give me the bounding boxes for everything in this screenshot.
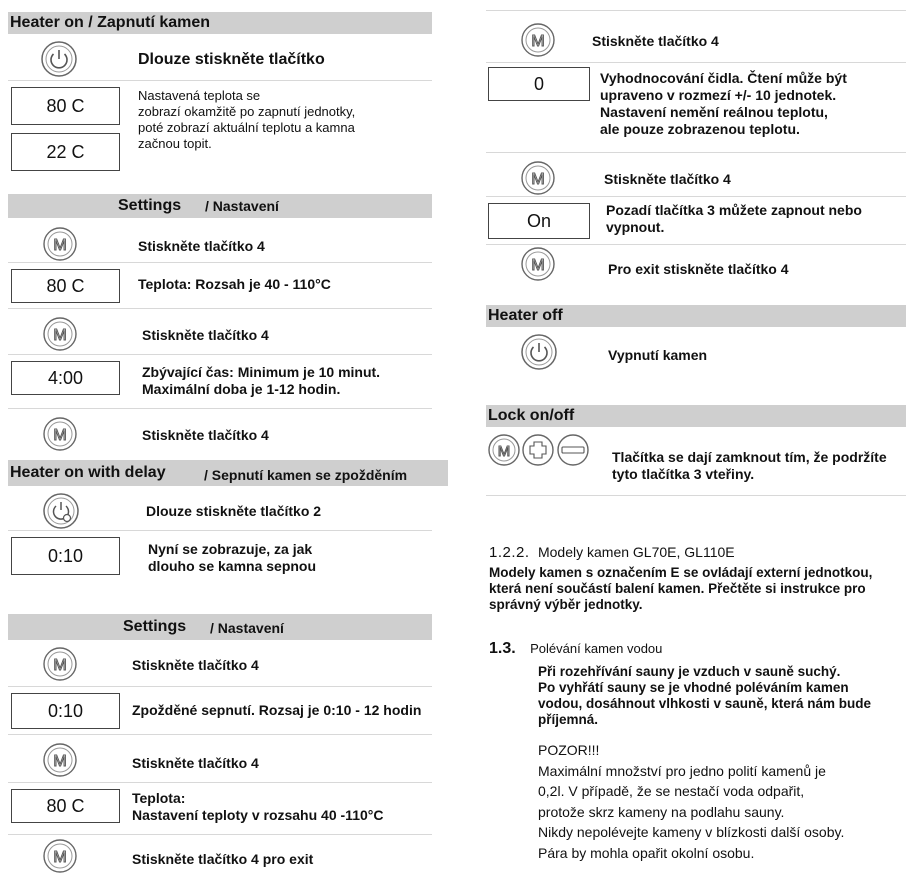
sensor-line: Vyhodnocování čidla. Čtení může být <box>600 70 847 86</box>
section-13-heading <box>489 640 662 658</box>
temp2-display <box>11 789 120 823</box>
cont-row2 <box>600 70 847 138</box>
m-button-icon <box>42 838 78 874</box>
settings-header-1 <box>8 194 432 218</box>
section-122-title: Modely kamen GL70E, GL110E <box>537 544 735 560</box>
desc-line: poté zobrazí aktuální teplotu a kamna <box>138 120 355 135</box>
settings2-row4 <box>132 790 383 824</box>
settings1-row2: Teplota: Rozsah je 40 - 110°C <box>138 276 331 292</box>
delay-value: 0:10 <box>47 546 84 566</box>
sensor-line: ale pouze zobrazenou teplotu. <box>600 121 800 137</box>
lock-title: Lock on/off <box>488 407 575 424</box>
backlight-line: Pozadí tlačítka 3 můžete zapnout nebo <box>606 202 862 218</box>
current-temp-value: 22 C <box>46 142 85 162</box>
section-13-number: 1.3. <box>489 640 516 657</box>
svg-text:M: M <box>53 427 67 444</box>
s13-bold-line: Po vyhřátí sauny se je vhodné poléváním kamen <box>538 680 849 695</box>
s122-line: správný výběr jednotky. <box>489 597 643 612</box>
set-temp-value: 80 C <box>46 96 85 116</box>
m-button-icon <box>42 646 78 682</box>
settings2-subtitle: / Nastavení <box>210 620 284 636</box>
m-button-icon <box>520 246 556 282</box>
svg-text:M: M <box>531 171 545 188</box>
delay-range-value: 0:10 <box>47 701 84 721</box>
s13-plain-line: POZOR!!! <box>538 742 600 758</box>
lock-line: tyto tlačítka 3 vteřiny. <box>612 466 755 482</box>
sensor-offset-display <box>488 67 590 101</box>
m-button-icon <box>42 316 78 352</box>
svg-text:M: M <box>53 849 67 866</box>
settings2-row5: Stiskněte tlačítko 4 pro exit <box>132 851 314 867</box>
s13-bold-line: Při rozehřívání sauny je vzduch v sauně suchý. <box>538 664 841 679</box>
svg-text:M: M <box>531 33 545 50</box>
delay-desc-line: dlouho se kamna sepnou <box>148 558 317 574</box>
s122-line: která není součástí balení kamen. Přečtěte si instrukce pro <box>489 581 866 596</box>
section-13-body-plain <box>538 740 844 863</box>
heater-delay-instruction: Dlouze stiskněte tlačítko 2 <box>146 503 322 519</box>
settings2-row3: Stiskněte tlačítko 4 <box>132 755 259 771</box>
heater-off-title: Heater off <box>488 307 563 324</box>
time-line1: Zbývající čas: Minimum je 10 minut. <box>142 364 381 380</box>
cont-row5: Pro exit stiskněte tlačítko 4 <box>608 261 789 277</box>
lock-header <box>486 405 906 427</box>
heater-on-instruction: Dlouze stiskněte tlačítko <box>138 51 325 68</box>
power-timer-icon <box>42 492 80 530</box>
temp-range-value: 80 C <box>46 276 85 296</box>
settings1-row3: Stiskněte tlačítko 4 <box>142 327 269 343</box>
svg-text:M: M <box>53 753 67 770</box>
sensor-line: Nastavení nemění reálnou teplotu, <box>600 104 828 120</box>
time-line2: Maximální doba je 1-12 hodin. <box>142 381 341 397</box>
heater-delay-header <box>8 460 448 486</box>
heater-on-header <box>8 12 432 34</box>
temp-range-display <box>11 269 120 303</box>
s13-plain-line: Pára by mohla opařit okolní osobu. <box>538 844 755 861</box>
cont-row1: Stiskněte tlačítko 4 <box>592 33 719 49</box>
desc-line: Nastavená teplota se <box>138 88 261 103</box>
svg-text:M: M <box>53 327 67 344</box>
svg-text:M: M <box>53 657 67 674</box>
desc-line: začnou topit. <box>138 136 212 151</box>
section-13-body-bold <box>538 664 871 728</box>
svg-text:M: M <box>497 443 511 460</box>
section-122-heading <box>489 544 735 562</box>
settings1-row4 <box>142 364 380 398</box>
settings1-row1: Stiskněte tlačítko 4 <box>138 238 265 254</box>
s13-plain-line: 0,2l. V případě, že se nestačí voda odpařit, <box>538 783 805 799</box>
current-temp-display <box>11 133 120 171</box>
delay-display <box>11 537 120 575</box>
section-13-title: Polévání kamen vodou <box>530 641 663 656</box>
cont-row4 <box>606 202 862 236</box>
heater-delay-subtitle: / Sepnutí kamen se zpožděním <box>204 467 408 483</box>
lock-line: Tlačítka se dají zamknout tím, že podržíte <box>612 449 887 465</box>
heater-delay-desc <box>148 541 316 575</box>
s13-plain-line: Maximální množství pro jedno polití kamenů je <box>538 762 826 779</box>
section-122-body <box>489 565 872 613</box>
m-button-icon <box>42 226 78 262</box>
m-button-icon <box>520 160 556 196</box>
settings2-row1: Stiskněte tlačítko 4 <box>132 657 259 673</box>
s13-plain-line: Nikdy nepolévejte kameny v blízkosti další osoby. <box>538 824 845 840</box>
power-icon <box>520 333 558 371</box>
heater-delay-title: Heater on with delay <box>10 464 166 481</box>
section-122-number: 1.2.2. <box>489 544 530 561</box>
settings2-row2: Zpožděné sepnutí. Rozsaj je 0:10 - 12 hodin <box>132 702 422 718</box>
settings-header-2 <box>8 614 432 640</box>
backlight-display <box>488 203 590 239</box>
cont-row3: Stiskněte tlačítko 4 <box>604 171 731 187</box>
heater-on-title: Heater on / Zapnutí kamen <box>10 14 211 31</box>
delay-desc-line: Nyní se zobrazuje, za jak <box>148 541 313 557</box>
settings2-title: Settings <box>123 618 187 635</box>
sensor-offset-value: 0 <box>533 74 544 94</box>
m-button-icon <box>520 22 556 58</box>
temp2-line1: Teplota: <box>132 790 186 806</box>
heater-off-header <box>486 305 906 327</box>
backlight-value: On <box>526 211 551 231</box>
settings-title: Settings <box>118 197 182 214</box>
backlight-line: vypnout. <box>606 219 665 235</box>
m-button-icon <box>42 742 78 778</box>
heater-on-desc <box>138 88 355 152</box>
sensor-line: upraveno v rozmezí +/- 10 jednotek. <box>600 87 837 103</box>
heater-off-text: Vypnutí kamen <box>608 347 708 363</box>
svg-text:M: M <box>531 257 545 274</box>
time-display <box>11 361 120 395</box>
svg-text:M: M <box>53 237 67 254</box>
s13-bold-line: příjemná. <box>538 712 599 727</box>
power-icon <box>40 40 78 78</box>
settings-subtitle: / Nastavení <box>205 198 279 214</box>
lock-text <box>612 449 887 483</box>
s122-line: Modely kamen s označením E se ovládají externí jednotkou, <box>489 565 873 580</box>
temp2-value: 80 C <box>46 796 85 816</box>
s13-plain-line: protože skrz kameny na podlahu sauny. <box>538 803 785 820</box>
s13-bold-line: vodou, dosáhnout vlhkosti v sauně, která nám bude <box>538 696 872 711</box>
settings1-row5: Stiskněte tlačítko 4 <box>142 427 269 443</box>
time-value: 4:00 <box>47 368 84 388</box>
lock-buttons-icon <box>487 432 591 468</box>
delay-range-display <box>11 693 120 729</box>
set-temp-display <box>11 87 120 125</box>
m-button-icon <box>42 416 78 452</box>
desc-line: zobrazí okamžitě po zapnutí jednotky, <box>138 104 356 119</box>
temp2-line2: Nastavení teploty v rozsahu 40 -110°C <box>132 807 384 823</box>
